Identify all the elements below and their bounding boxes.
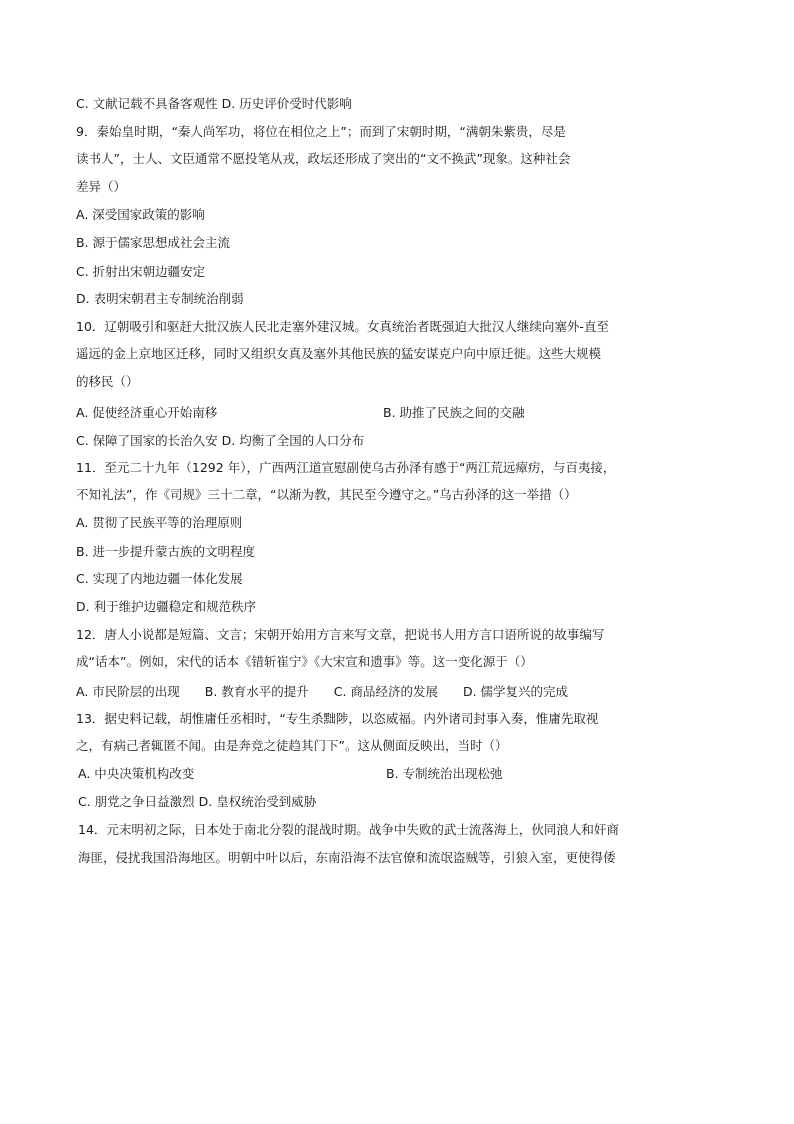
- q11-stem-line-2: 不知礼法”，作《司规》三十二章，“以渐为教，其民至今遵守之。”乌古孙泽的这一举措（）: [76, 487, 577, 502]
- q13-stem-line-2: 之，有病己者辄匿不闻。由是奔竞之徒趋其门下”。这从侧面反映出，当时（）: [76, 738, 508, 753]
- q10-option-a: A. 促使经济重心开始南移: [76, 405, 218, 420]
- q13-option-a: A. 中央决策机构改变: [78, 766, 195, 781]
- q9-option-b: B. 源于儒家思想成社会主流: [76, 235, 231, 250]
- q10-stem-line-2: 遥远的金上京地区迁移，同时又组织女真及塞外其他民族的猛安谋克户向中原迁徙。这些大规模: [76, 346, 602, 361]
- q9-option-a: A. 深受国家政策的影响: [76, 207, 205, 222]
- q10-stem-line-3: 的移民（）: [76, 374, 139, 389]
- q11-option-b: B. 进一步提升蒙古族的文明程度: [76, 544, 256, 559]
- q12-stem-line-2: 成“话本”。例如，宋代的话本《错斩崔宁》《大宋宣和遗事》等。这一变化源于（）: [76, 654, 533, 669]
- q13-option-b: B. 专制统治出现松弛: [386, 766, 503, 781]
- q11-option-d: D. 利于维护边疆稳定和规范秩序: [76, 599, 257, 614]
- q9-option-c: C. 折射出宋朝边疆安定: [76, 264, 206, 279]
- q13-stem-line-1: 13．据史料记载，胡惟庸任丞相时，“专生杀黜陟，以恣威福。内外诸司封事入奏，惟庸先取视: [76, 711, 599, 726]
- q9-option-d: D. 表明宋朝君主专制统治削弱: [76, 291, 244, 306]
- q10-stem-line-1: 10．辽朝吸引和驱赶大批汉族人民北走塞外建汉城。女真统治者既强迫大批汉人继续向塞外-直至: [76, 319, 609, 334]
- q9-stem-line-2: 读书人”，士人、文臣通常不愿投笔从戎，政坛还形成了突出的“文不换武”现象。这种社会: [76, 151, 571, 166]
- q9-stem-line-3: 差异（）: [76, 179, 127, 194]
- q8-option-cd: C. 文献记载不具备客观性 D. 历史评价受时代影响: [76, 96, 352, 111]
- q10-option-b: B. 助推了民族之间的交融: [383, 405, 525, 420]
- q9-stem-line-1: 9．秦始皇时期，“秦人尚军功，将位在相位之上”；而到了宋朝时期，“满朝朱紫贵，尽是: [76, 124, 566, 139]
- q13-option-cd: C. 朋党之争日益激烈 D. 皇权统治受到威胁: [78, 794, 317, 809]
- q11-stem-line-1: 11．至元二十九年（1292 年），广西两江道宣慰副使乌古孙泽有感于“两江荒远瘴疠，与百夷接，: [76, 460, 616, 475]
- q14-stem-line-1: 14．元末明初之际，日本处于南北分裂的混战时期。战争中失败的武士流落海上，伙同浪人和奸商: [78, 822, 619, 837]
- q11-option-c: C. 实现了内地边疆一体化发展: [76, 571, 243, 586]
- q14-stem-line-2: 海匪，侵扰我国沿海地区。明朝中叶以后，东南沿海不法官僚和流氓盗贼等，引狼入室，更使得倭: [78, 850, 616, 865]
- q12-options: A. 市民阶层的出现 B. 教育水平的提升 C. 商品经济的发展 D. 儒学复兴的完成: [76, 684, 569, 699]
- q11-option-a: A. 贯彻了民族平等的治理原则: [76, 515, 243, 530]
- q10-option-cd: C. 保障了国家的长治久安 D. 均衡了全国的人口分布: [76, 433, 365, 448]
- q12-stem-line-1: 12．唐人小说都是短篇、文言；宋朝开始用方言来写文章，把说书人用方言口语所说的故事编写: [76, 627, 605, 642]
